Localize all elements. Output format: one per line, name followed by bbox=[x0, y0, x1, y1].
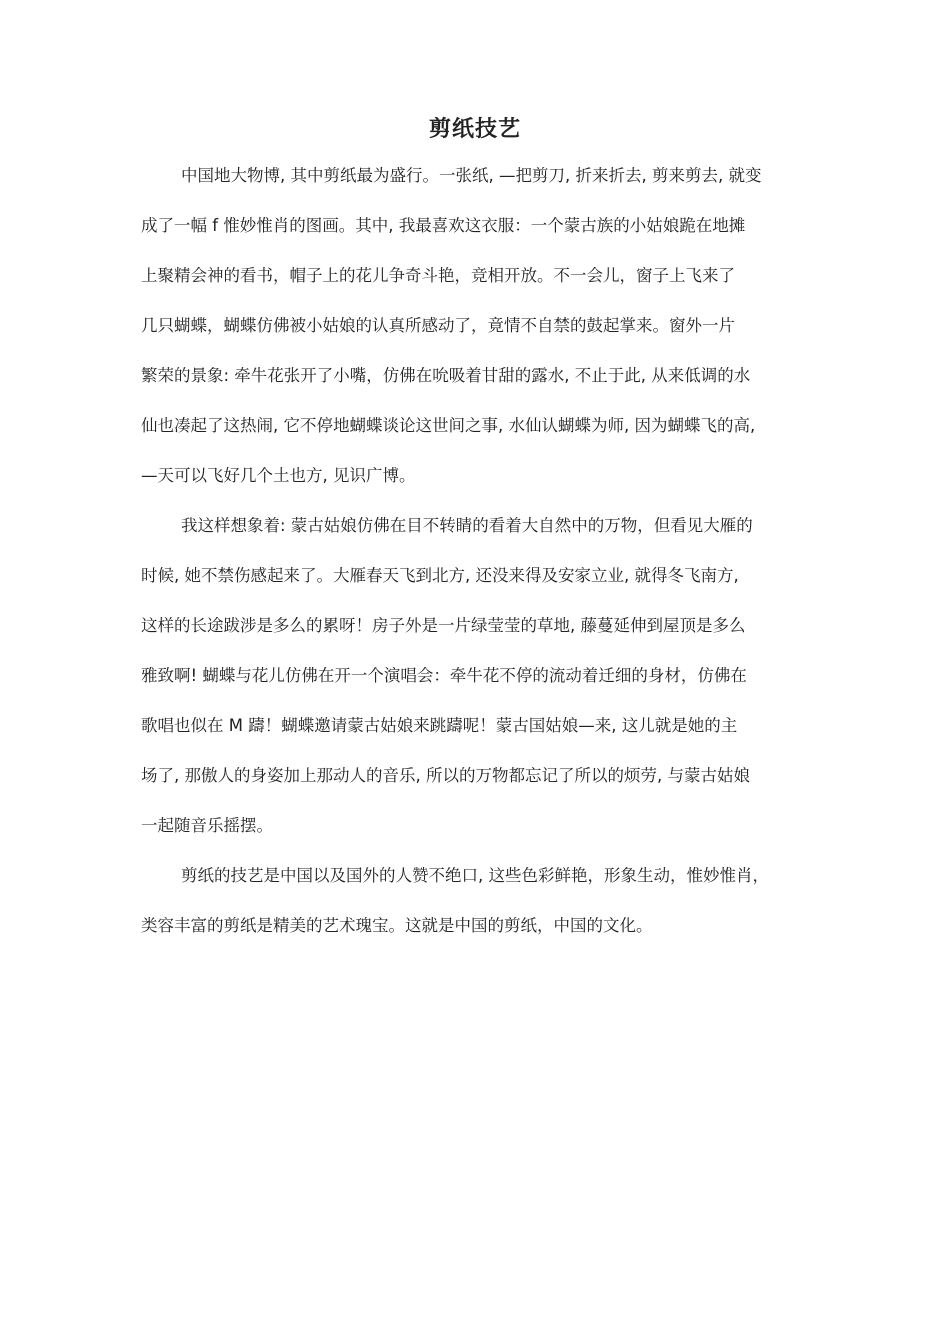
paragraph-2-line-6: 场了, 那傲人的身姿加上那动人的音乐, 所以的万物都忘记了所以的烦劳, 与蒙古姑娘 bbox=[141, 766, 750, 785]
paragraph-1-line-6: 仙也凑起了这热闹, 它不停地蝴蝶谈论这世间之事, 水仙认蝴蝶为师, 因为蝴蝶飞的高, bbox=[141, 416, 756, 435]
document-title: 剪纸技艺 bbox=[428, 117, 521, 142]
paragraph-2-line-5: 歌唱也似在 M 躊！蝴蝶邀请蒙古姑娘来跳躊呢！蒙古国姑娘—来, 这儿就是她的主 bbox=[141, 716, 738, 735]
paragraph-2-line-4: 雅致啊! 蝴蝶与花儿仿佛在开一个演唱会：牵牛花不停的流动着迁细的身材，仿佛在 bbox=[141, 666, 747, 685]
paragraph-1-line-2: 成了一幅 f 惟妙惟肖的图画。其中, 我最喜欢这衣服：一个蒙古族的小姑娘跪在地摊 bbox=[141, 216, 746, 235]
paragraph-2-line-2: 时候, 她不禁伤感起来了。大雁春天飞到北方, 还没来得及安家立业, 就得冬飞南方, bbox=[141, 566, 739, 585]
paragraph-1-line-5: 繁荣的景象: 牵牛花张开了小嘴，仿佛在吮吸着甘甜的露水, 不止于此, 从来低调的水 bbox=[141, 366, 751, 385]
paragraph-1-line-4: 几只蝴蝶，蝴蝶仿佛被小姑娘的认真所感动了，竟情不自禁的鼓起掌来。窗外一片 bbox=[141, 316, 735, 335]
paragraph-3-line-1: 剪纸的技艺是中国以及国外的人赞不绝口, 这些色彩鲜艳，形象生动，惟妙惟肖， bbox=[181, 866, 769, 885]
paragraph-1-line-7: —天可以飞好几个土也方, 见识广博。 bbox=[141, 466, 416, 485]
paragraph-2-line-1: 我这样想象着: 蒙古姑娘仿佛在目不转睛的看着大自然中的万物，但看见大雁的 bbox=[181, 516, 753, 535]
paragraph-3-line-2: 类容丰富的剪纸是精美的艺术瑰宝。这就是中国的剪纸，中国的文化。 bbox=[141, 916, 653, 935]
paragraph-1-line-3: 上聚精会神的看书，帽子上的花儿争奇斗艳，竞相开放。不一会儿，窗子上飞来了 bbox=[141, 266, 735, 285]
paragraph-2-line-3: 这样的长途跋涉是多么的累呀！房子外是一片绿莹莹的草地, 藤蔓延伸到屋顶是多么 bbox=[141, 616, 746, 635]
document-body bbox=[141, 156, 813, 956]
paragraph-1-line-1: 中国地大物博, 其中剪纸最为盛行。一张纸, —把剪刀, 折来折去, 剪来剪去, 就变 bbox=[181, 166, 762, 185]
paragraph-2-line-7: 一起随音乐摇摆。 bbox=[141, 816, 273, 835]
